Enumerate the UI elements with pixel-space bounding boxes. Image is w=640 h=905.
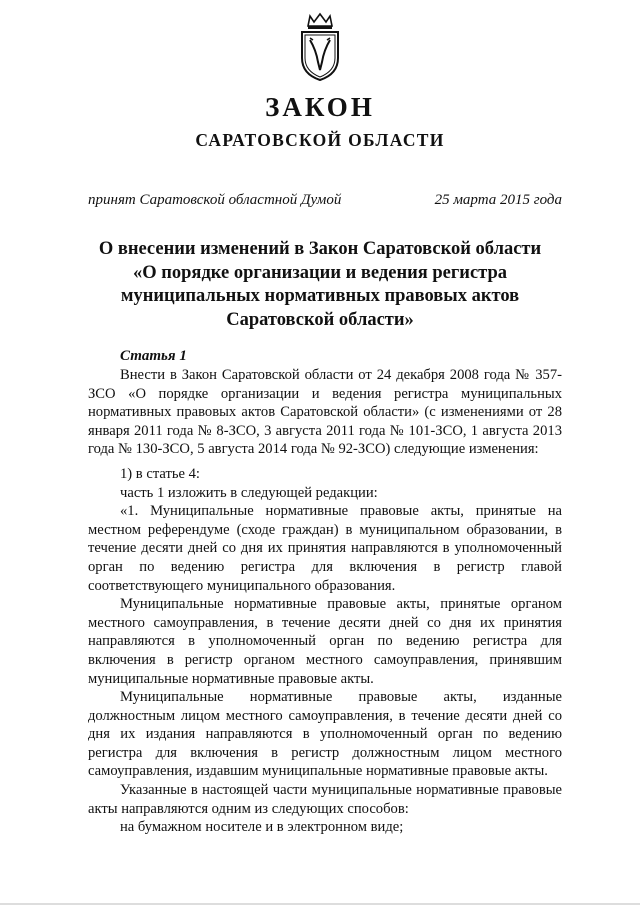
adoption-date: 25 марта 2015 года bbox=[434, 192, 562, 208]
paragraph: Муниципальные нормативные правовые акты, принятые органом местного самоуправления, в течение десяти дней со дня их принятия направляются в уполномоченный орган по ведению регистра для включения в регистр органом местного самоуправления, принявшим муниципальные нормативные правовые акты. bbox=[88, 596, 562, 687]
paragraph: 1) в статье 4: bbox=[120, 465, 200, 482]
article-label: Статья 1 bbox=[120, 348, 187, 364]
law-heading-line: О внесении изменений в Закон Саратовской области bbox=[98, 239, 542, 259]
adopted-by: принят Саратовской областной Думой bbox=[88, 192, 342, 208]
paragraph: Указанные в настоящей части муниципальные нормативные правовые акты направляются одним из следующих способов: bbox=[88, 782, 562, 817]
paragraph: «1. Муниципальные нормативные правовые акты, принятые на местном референдуме (сходе граждан) в муниципальном образовании, в течение десяти дней со дня их принятия направляются в уполномоченный орган по ведению регистра для включения в регистр главой соответствующего муниципального образования. bbox=[88, 503, 562, 594]
paragraph: часть 1 изложить в следующей редакции: bbox=[120, 484, 378, 501]
document-title: ЗАКОН bbox=[265, 92, 375, 122]
document-subtitle: САРАТОВСКОЙ ОБЛАСТИ bbox=[195, 130, 445, 150]
law-heading-line: «О порядке организации и ведения регистра bbox=[132, 262, 508, 283]
law-heading-line: муниципальных нормативных правовых актов bbox=[120, 286, 520, 306]
paragraph: Муниципальные нормативные правовые акты, изданные должностным лицом местного самоуправления, в течение десяти дней со дня их издания направляются в уполномоченный орган по ведению регистра для включения в регистр должностным лицом местного самоуправления, издавшим муниципальные нормативные правовые акты. bbox=[88, 689, 562, 780]
law-heading bbox=[70, 238, 570, 332]
paragraph: Внести в Закон Саратовской области от 24 декабря 2008 года № 357-ЗСО «О порядке организации и ведения регистра муниципальных нормативных правовых актов Саратовской области» (с изменениями от 28 января 2011 года № 8-ЗСО, 3 августа 2011 года № 101-ЗСО, 1 августа 2013 года № 130-ЗСО, 5 августа 2014 года № 92-ЗСО) следующие изменения: bbox=[88, 367, 562, 458]
saratov-coat-of-arms-icon bbox=[294, 12, 346, 82]
article-body bbox=[88, 366, 562, 837]
law-heading-line: Саратовской области» bbox=[226, 309, 414, 330]
paragraph: на бумажном носителе и в электронном виде; bbox=[120, 819, 404, 836]
